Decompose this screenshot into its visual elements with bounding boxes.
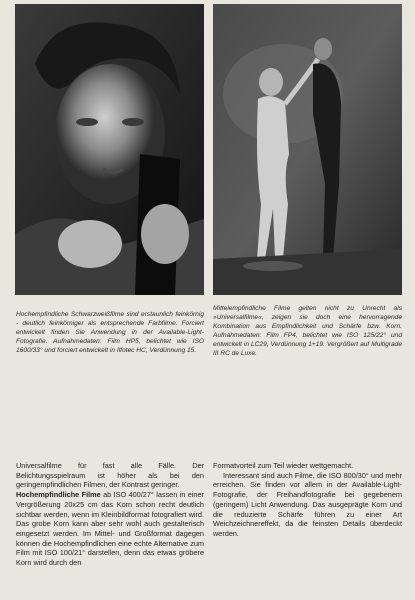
paragraph-universal-films: Universalfilme für fast alle Fälle. Der Belichtungsspielraum ist höher als bei den geringempfindlichen Filmen, der Kontrast geringer. [16, 461, 204, 490]
paragraph-high-sensitivity-text: ab ISO 400/27° lassen in einer Vergrößerung 20x25 cm das Korn schon recht deutlich sichtbar werden, wenn im Kleinbildformat fotografiert wird. Das grobe Korn kann aber sehr wohl auch gestalterisch eingesetzt werden. Im Mittel- und Großformat dagegen können die Hochempfindlichen eine echte Alternative zum Film mit ISO 100/21° darstellen, denn das etwas gröbere Korn wird durch den [16, 490, 204, 568]
dancers-photo [213, 4, 402, 295]
paragraph-high-sensitivity [16, 490, 204, 568]
body-column-left [16, 461, 204, 597]
paragraph-format-advantage: Formatvorteil zum Teil wieder wettgemacht. [213, 461, 354, 470]
dancers-caption: Mittelempfindliche Filme gelten nicht zu Unrecht als »Universalfilme«, zeigen sie doch eine hervorragende Kombination aus Empfindlichkeit und Schärfe bzw. Korn. Aufnahmedaten: Film FP4, belichtet wie ISO 125/22° und entwickelt in LC29, Verdünnung 1+19. Vergrößert auf Multigrade III RC de Luxe. [213, 305, 402, 357]
portrait-caption: Hochempfindliche Schwarzweißfilme sind erstaunlich feinkörnig - deutlich feinkörniger als entsprechende Farbfilme. Forciert entwickelt finden Sie Anwendung in der Available-Light-Fotografie. Aufnahmedaten: Film HP5, belichtet wie ISO 1600/33° und forciert entwickelt in Ilfotec HC, Verdünnung 15. [16, 311, 204, 354]
dancers-photo-image [213, 4, 402, 295]
paragraph-iso-800: Interessant sind auch Filme, die ISO 800/30° und mehr erreichen. Sie finden vor allem in der Available-Light-Fotografie, der Freihandfotografie bei gegebenem (geringem) Licht Anwendung. Das ausgeprägte Korn und die reduzierte Schärfe führen zu einer Art Weichzeichnereffekt, da die feinsten Details überdeckt werden. [213, 470, 402, 538]
heading-high-sensitivity-films: Hochempfindliche Filme [16, 490, 101, 500]
body-column-right [213, 461, 402, 539]
portrait-photo [15, 4, 204, 295]
portrait-photo-image [15, 4, 204, 295]
